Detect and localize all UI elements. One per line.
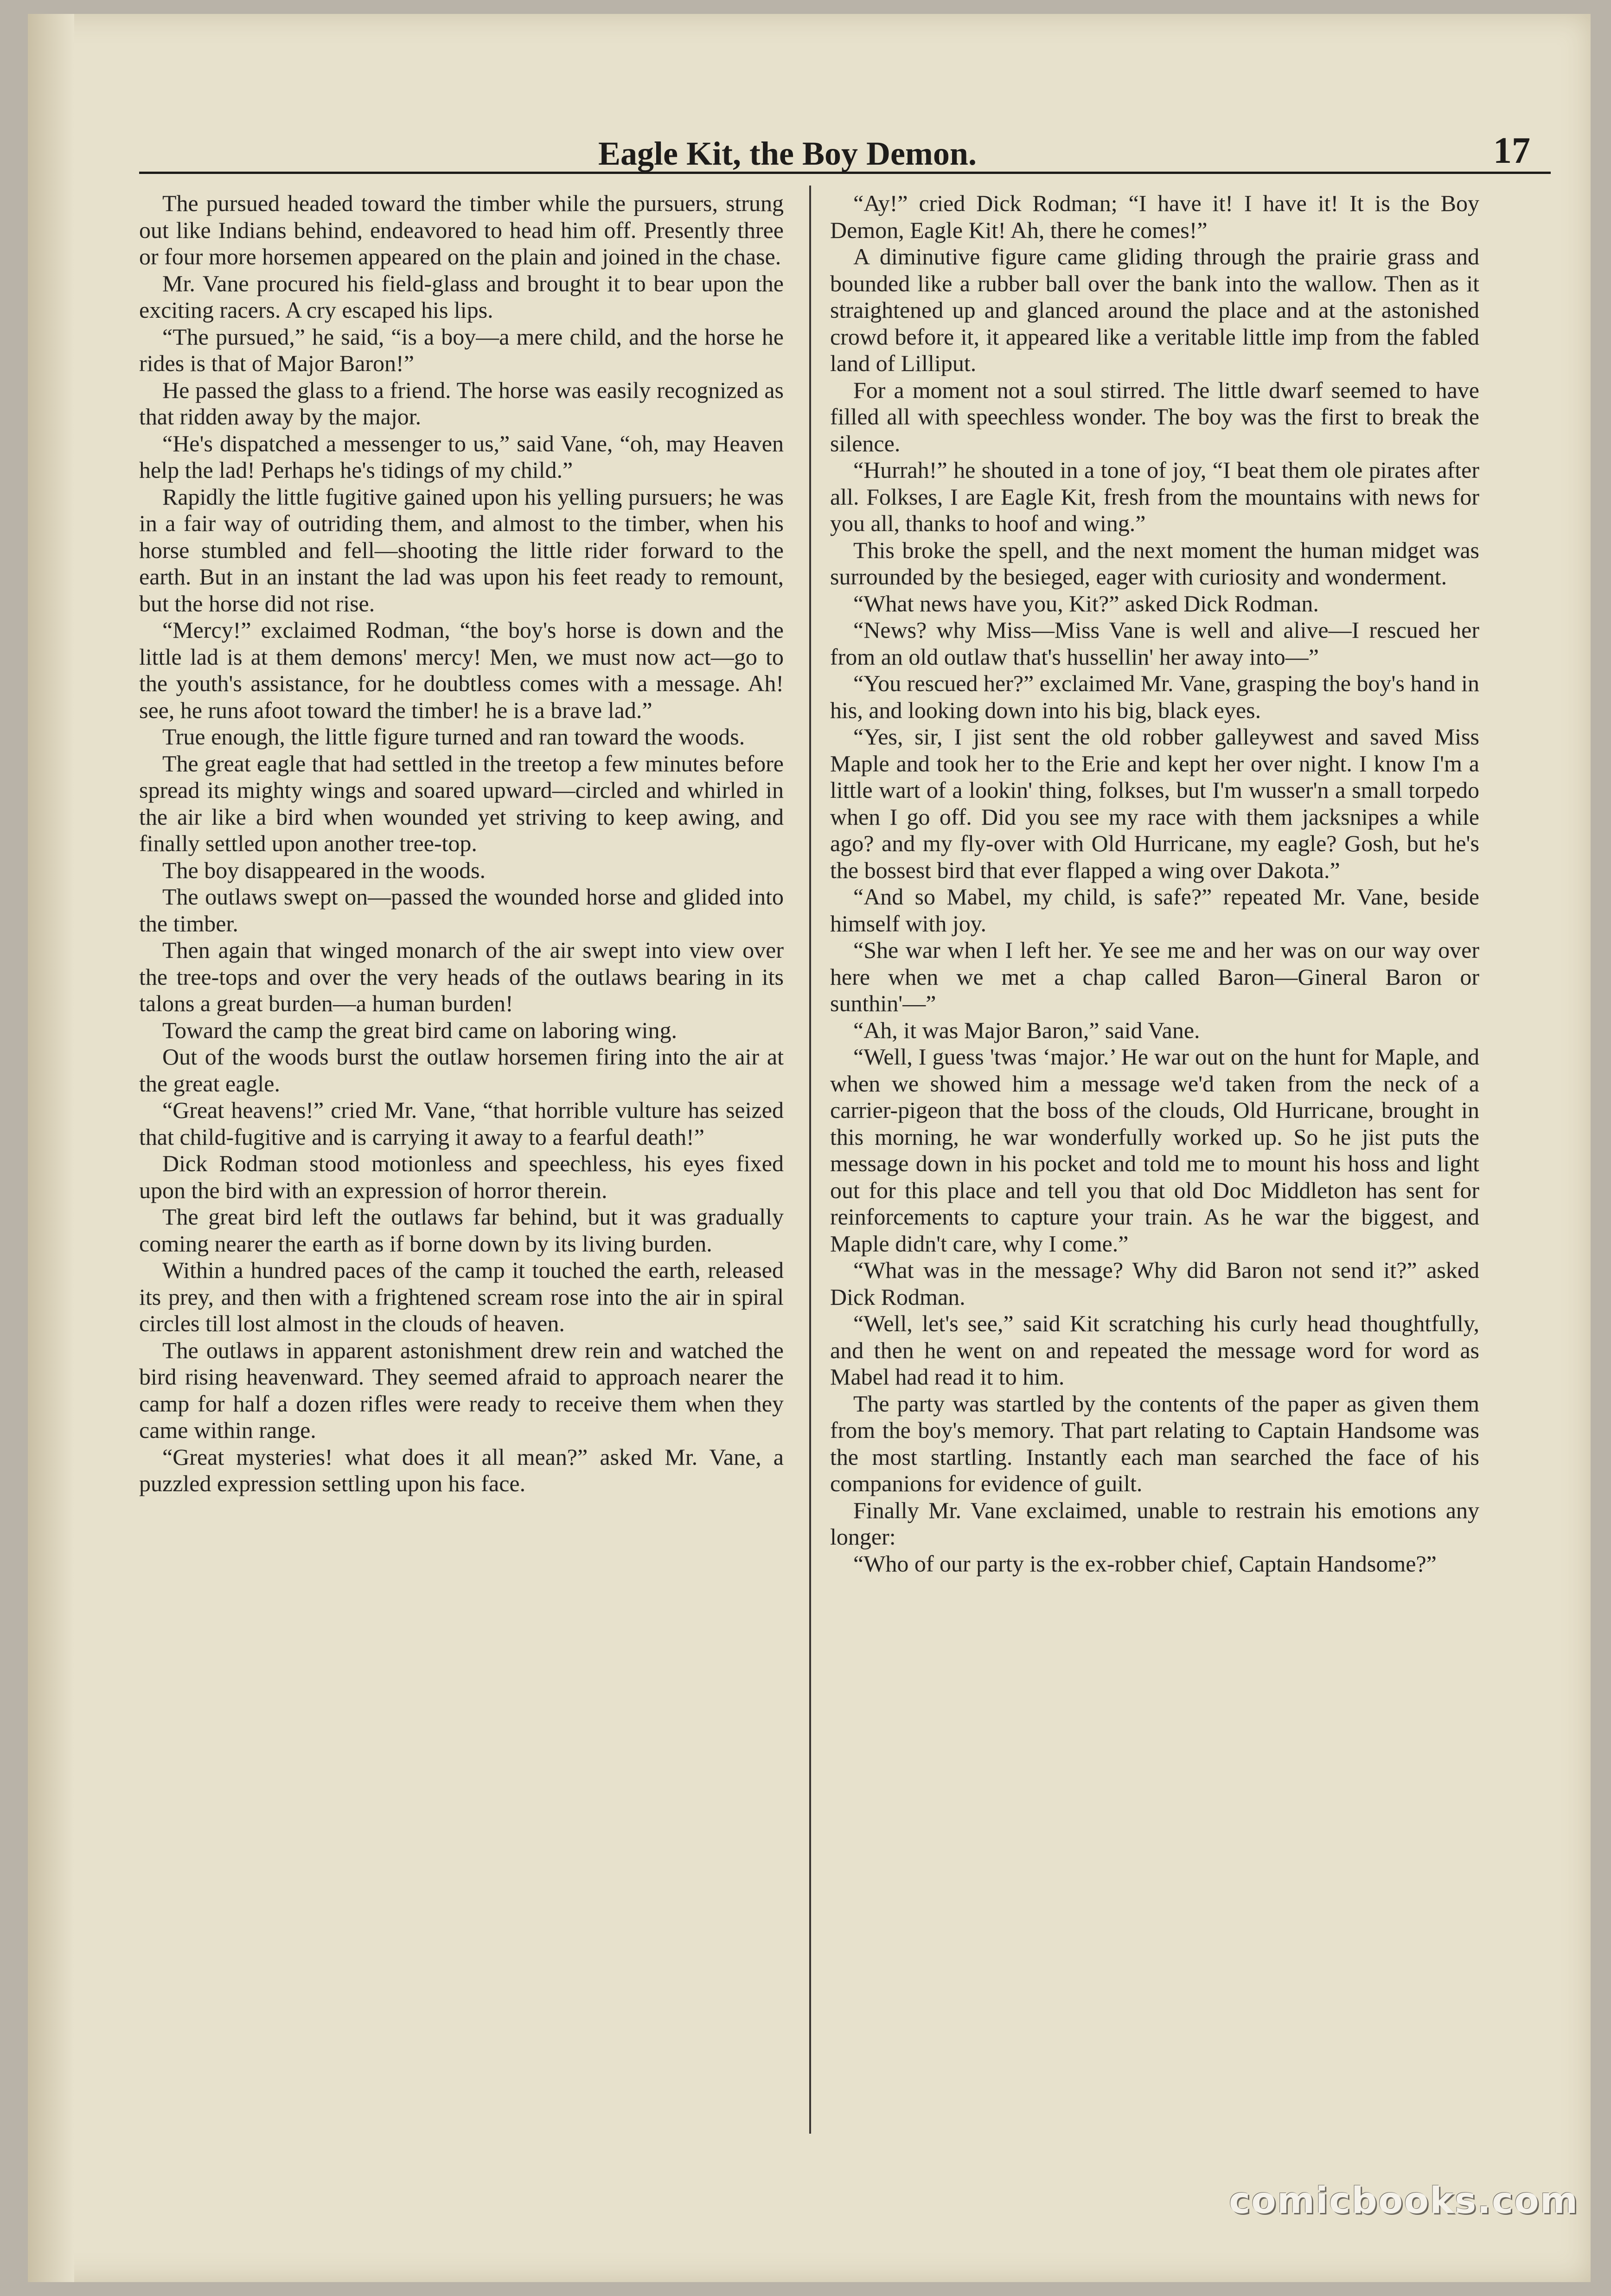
paragraph: “Well, let's see,” said Kit scratching his curly head thoughtfully, and then he went on and repeated the message word for word as Mabel had read it to him.: [830, 1310, 1479, 1390]
paragraph: Then again that winged monarch of the air swept into view over the tree-tops and over the very heads of the outlaws bearing in its talons a great burden—a human burden!: [139, 937, 784, 1016]
paragraph: “And so Mabel, my child, is safe?” repeated Mr. Vane, beside himself with joy.: [830, 884, 1479, 936]
header-rule: [139, 172, 1551, 174]
paragraph: “News? why Miss—Miss Vane is well and alive—I rescued her from an old outlaw that's hussellin' her away into—”: [830, 617, 1479, 670]
page-number: 17: [1493, 130, 1530, 171]
paragraph: For a moment not a soul stirred. The little dwarf seemed to have filled all with speechless wonder. The boy was the first to break the silence.: [830, 377, 1479, 456]
paragraph: “Ay!” cried Dick Rodman; “I have it! I have it! It is the Boy Demon, Eagle Kit! Ah, there he comes!”: [830, 190, 1479, 243]
paragraph: Dick Rodman stood motionless and speechless, his eyes fixed upon the bird with an expression of horror therein.: [139, 1150, 784, 1203]
paragraph: Finally Mr. Vane exclaimed, unable to restrain his emotions any longer:: [830, 1497, 1479, 1550]
paragraph: He passed the glass to a friend. The horse was easily recognized as that ridden away by the major.: [139, 377, 784, 430]
page-header: [598, 130, 1530, 186]
paragraph: The boy disappeared in the woods.: [162, 857, 486, 883]
paragraph: The great bird left the outlaws far behind, but it was gradually coming nearer the earth as if borne down by its living burden.: [139, 1204, 784, 1257]
paragraph: “Yes, sir, I jist sent the old robber galleywest and saved Miss Maple and took her to the Erie and kept her over night. I know I'm a little wart of a lookin' thing, folkses, but I'm wusser'n a small torpedo when I go off. Did you see my race with them jacksnipes a while ago? and my fly-over with Old Hurricane, my eagle? Gosh, but he's the bossest bird that ever flapped a wing over Dakota.”: [830, 724, 1479, 883]
paragraph: Mr. Vane procured his field-glass and brought it to bear upon the exciting racers. A cry escaped his lips.: [139, 270, 784, 323]
paragraph: “Hurrah!” he shouted in a tone of joy, “I beat them ole pirates after all. Folkses, I are Eagle Kit, fresh from the mountains with news for you all, thanks to hoof and wing.”: [830, 457, 1479, 536]
paragraph: “Well, I guess 'twas ‘major.’ He war out on the hunt for Maple, and when we showed him a message we'd taken from the neck of a carrier-pigeon that the boss of the clouds, Old Hurricane, brought in this morning, he war wonderfully worked up. So he jist puts the message down in his pocket and told me to mount his hoss and light out for this place and tell you that old Doc Middleton has sent for reinforcements to capture your train. As he war the biggest, and Maple didn't care, why I come.”: [830, 1044, 1479, 1257]
running-title: Eagle Kit, the Boy Demon.: [598, 135, 977, 172]
paragraph: The outlaws in apparent astonishment drew rein and watched the bird rising heavenward. They seemed afraid to approach nearer the camp for half a dozen rifles were ready to receive them when they came within range.: [139, 1337, 784, 1443]
site-watermark: comicbooks.com: [1228, 2180, 1579, 2222]
paragraph: A diminutive figure came gliding through the prairie grass and bounded like a rubber ball over the bank into the wallow. Then as it straightened up and glanced around the place and at the astonished crowd before it, it appeared like a veritable little imp from the fabled land of Lilliput.: [830, 244, 1479, 376]
paragraph: “What news have you, Kit?” asked Dick Rodman.: [853, 590, 1319, 616]
right-column: [830, 190, 1479, 2129]
paragraph: “Great mysteries! what does it all mean?” asked Mr. Vane, a puzzled expression settling upon his face.: [139, 1443, 784, 1496]
paragraph: Out of the woods burst the outlaw horsemen firing into the air at the great eagle.: [139, 1044, 784, 1097]
paragraph: “The pursued,” he said, “is a boy—a mere child, and the horse he rides is that of Major Baron!”: [139, 323, 784, 376]
paragraph: “She war when I left her. Ye see me and her was on our way over here when we met a chap called Baron—Gineral Baron or sunthin'—”: [830, 937, 1479, 1016]
paragraph: “Who of our party is the ex-robber chief, Captain Handsome?”: [853, 1550, 1437, 1577]
paragraph: “You rescued her?” exclaimed Mr. Vane, grasping the boy's hand in his, and looking down into his big, black eyes.: [830, 670, 1479, 723]
paragraph: Rapidly the little fugitive gained upon his yelling pursuers; he was in a fair way of outriding them, and almost to the timber, when his horse stumbled and fell—shooting the little rider forward to the earth. But in an instant the lad was upon his feet ready to remount, but the horse did not rise.: [139, 483, 784, 616]
page-spine: [28, 14, 74, 2282]
paragraph: Within a hundred paces of the camp it touched the earth, released its prey, and then with a frightened scream rose into the air in spiral circles till lost almost in the clouds of heaven.: [139, 1257, 784, 1336]
paragraph: The outlaws swept on—passed the wounded horse and glided into the timber.: [139, 884, 784, 936]
paragraph: “Great heavens!” cried Mr. Vane, “that horrible vulture has seized that child-fugitive and is carrying it away to a fearful death!”: [139, 1097, 784, 1150]
paragraph: The great eagle that had settled in the treetop a few minutes before spread its mighty wings and soared upward—circled and whirled in the air like a bird when wounded yet striving to keep awing, and finally settled upon another tree-top.: [139, 750, 784, 856]
paragraph: Toward the camp the great bird came on laboring wing.: [162, 1017, 678, 1043]
paragraph: The party was startled by the contents of the paper as given them from the boy's memory. That part relating to Captain Handsome was the most startling. Instantly each man searched the face of his companions for evidence of guilt.: [830, 1390, 1479, 1496]
paragraph: This broke the spell, and the next moment the human midget was surrounded by the besieged, eager with curiosity and wonderment.: [830, 537, 1479, 590]
paragraph: True enough, the little figure turned and ran toward the woods.: [162, 724, 745, 750]
column-divider: [809, 186, 811, 2134]
paragraph: “He's dispatched a messenger to us,” said Vane, “oh, may Heaven help the lad! Perhaps he's tidings of my child.”: [139, 430, 784, 483]
left-column: [139, 190, 784, 2129]
paragraph: “Ah, it was Major Baron,” said Vane.: [853, 1017, 1200, 1043]
paragraph: “Mercy!” exclaimed Rodman, “the boy's horse is down and the little lad is at them demons' mercy! Men, we must now act—go to the youth's assistance, for he doubtless comes with a message. Ah! see, he runs afoot toward the timber! he is a brave lad.”: [139, 617, 784, 723]
paragraph: The pursued headed toward the timber while the pursuers, strung out like Indians behind, endeavored to head him off. Presently three or four more horsemen appeared on the plain and joined in the chase.: [139, 190, 784, 269]
paragraph: “What was in the message? Why did Baron not send it?” asked Dick Rodman.: [830, 1257, 1479, 1310]
